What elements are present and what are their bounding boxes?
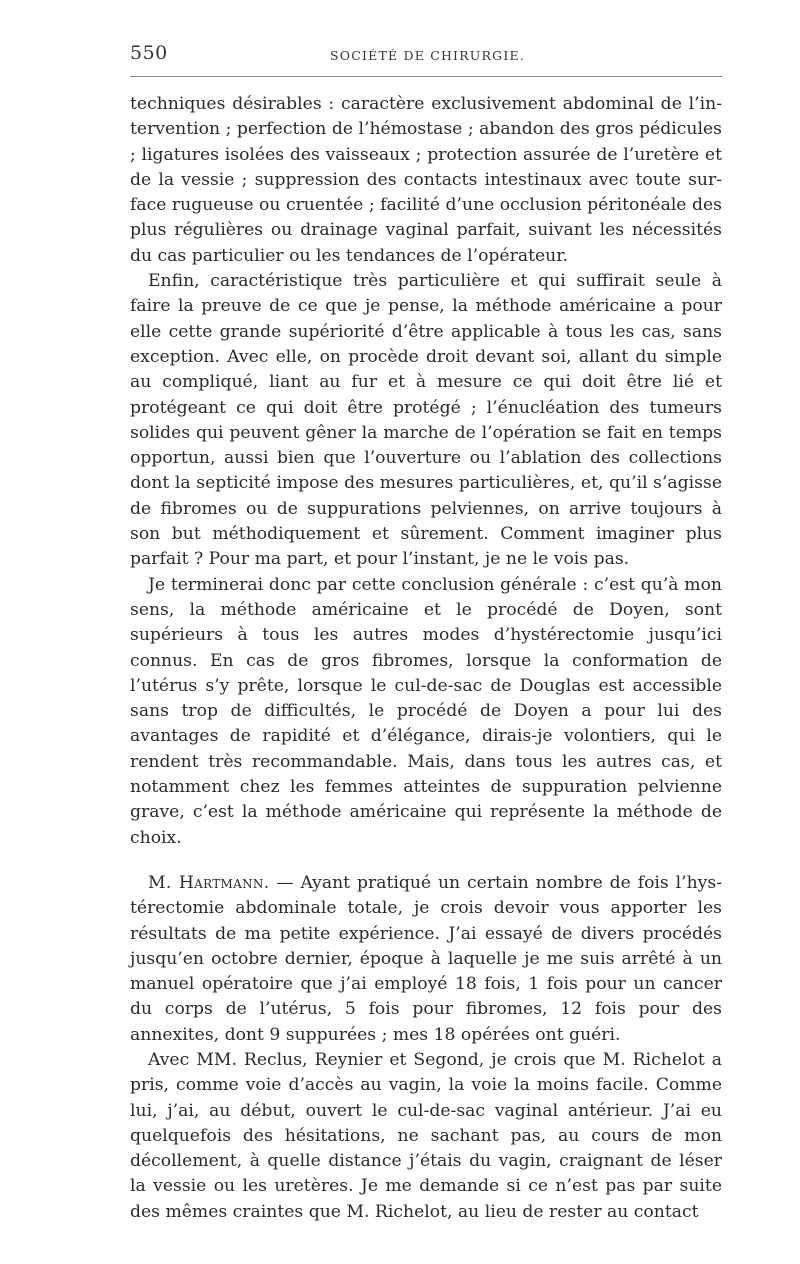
paragraph-5: Avec MM. Reclus, Reynier et Segond, je crois que M. Richelot a pris, comme voie d’accès au vagin, la voie la moins facile. Comme lui, j’ai, au début, ouvert le cul-de-sac vaginal antérieur. J’ai eu quelquefois des hésitations, ne sachant pas, au cours de mon décollement, à quelle distance j’étais du vagin, craignant de léser la vessie ou les uretères. Je me demande si ce n’est pas par suite des mêmes craintes que M. Richelot, au lieu de rester au contact: [130, 1049, 722, 1222]
paragraph-4-text: — Ayant pratiqué un certain nombre de fois l’hystérectomie abdominale totale, je crois devoir vous apporter les résultats de ma petite expérience. J’ai essayé de divers procédés jusqu’en octobre dernier, époque à laquelle je me suis arrêté à un manuel opératoire que j’ai employé 18 fois, 1 fois pour un cancer du corps de l’utérus, 5 fois pour fibromes, 12 fois pour des annexites, dont 9 suppurées ; mes 18 opérées ont guéri.: [130, 872, 723, 1045]
paragraph-4: [130, 871, 722, 1048]
running-head: SOCIÉTÉ DE CHIRURGIE.: [330, 48, 525, 63]
page-number: 550: [130, 42, 168, 64]
paragraph-2: Enfin, caractéristique très particulière et qui suffirait seule à faire la preuve de ce que je pense, la méthode américaine a pour elle cette grande supériorité d’être applicable à tous les cas, sans exception. Avec elle, on procède droit devant soi, allant du simple au compliqué, liant au fur et à mesure ce qui doit être lié et protégeant ce qui doit être protégé ; l’énucléation des tumeurs solides qui peuvent gêner la marche de l’opération se fait en temps opportun, aussi bien que l’ouverture ou l’ablation des collections dont la septicité impose des mesures particulières, et, qu’il s’agisse de fibromes ou de suppurations pelviennes, on arrive toujours à son but méthodiquement et sûrement. Comment imaginer plus parfait ? Pour ma part, et pour l’instant, je ne le vois pas.: [130, 271, 722, 570]
book-page: [130, 0, 722, 1264]
paragraph-1: techniques désirables : caractère exclusivement abdominal de l’intervention ; perfection de l’hémostase ; abandon des gros pédicules ; ligatures isolées des vaisseaux ; protection assurée de l’uretère et de la vessie ; suppression des contacts intestinaux avec toute surface rugueuse ou cruentée ; facilité d’une occlusion péritonéale des plus régulières ou drainage vaginal parfait, suivant les nécessités du cas particulier ou les tendances de l’opérateur.: [130, 94, 722, 266]
page-header: [130, 42, 722, 68]
paragraph-3: Je terminerai donc par cette conclusion générale : c’est qu’à mon sens, la méthode américaine et le procédé de Doyen, sont supérieurs à tous les autres modes d’hystérectomie jusqu’ici connus. En cas de gros fibromes, lorsque la conformation de l’utérus s’y prête, lorsque le cul-de-sac de Douglas est accessible sans trop de difficultés, le procédé de Doyen a pour lui des avantages de rapidité et d’élégance, dirais-je volontiers, qui le rendent très recommandable. Mais, dans tous les autres cas, et notamment chez les femmes atteintes de suppuration pelvienne grave, c’est la méthode américaine qui représente la méthode de choix.: [130, 574, 722, 848]
body-text: [130, 92, 722, 1225]
speaker-name: M. Hartmann.: [148, 872, 270, 893]
header-rule: [130, 76, 722, 77]
